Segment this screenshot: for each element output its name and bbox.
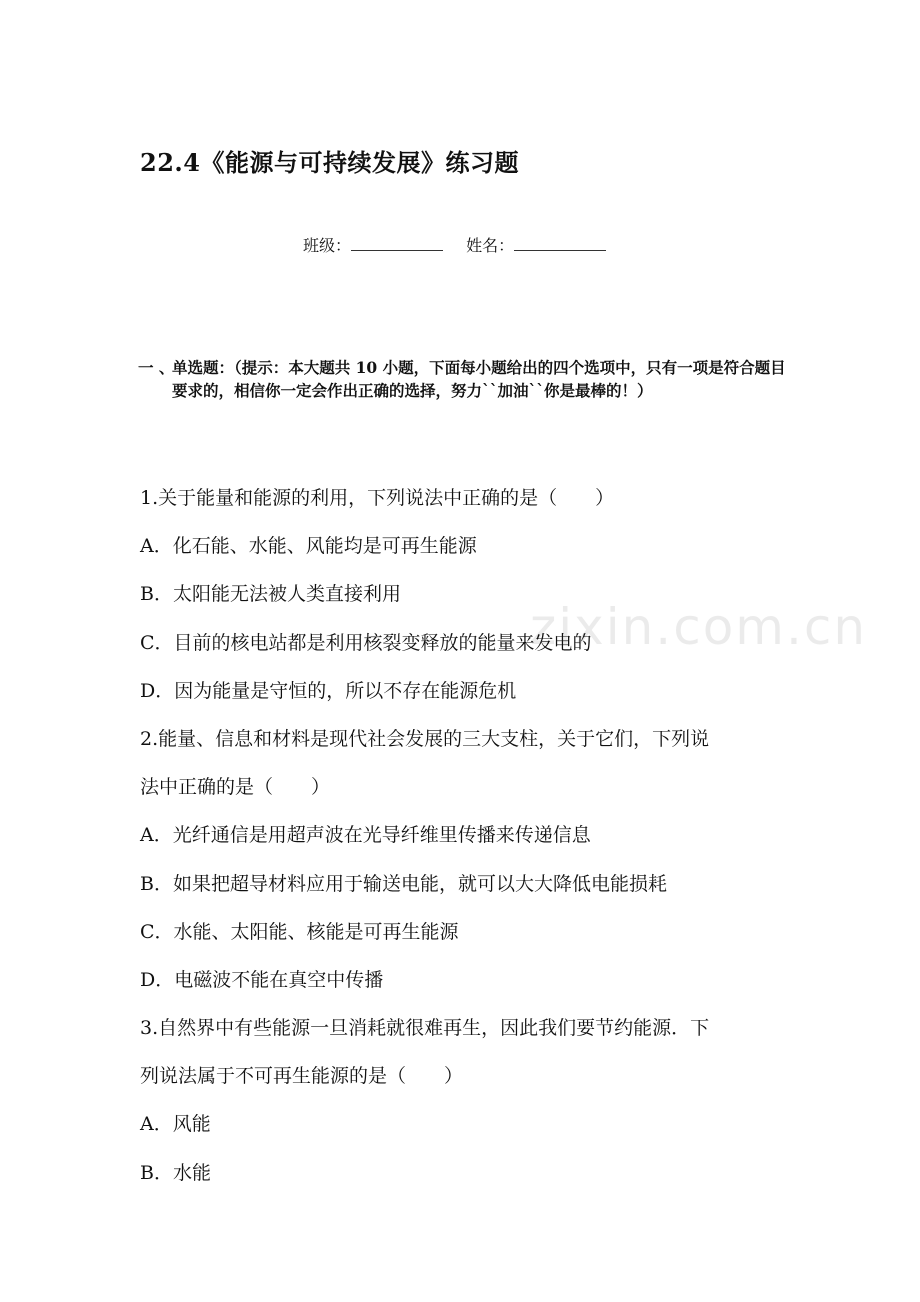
student-info-line xyxy=(303,233,624,256)
section-instructions: 单选题：（提示：本大题共 10 小题，下面每小题给出的四个选项中，只有一项是符合题目要求的，相信你一定会作出正确的选择，努力``加油``你是最棒的！） xyxy=(172,358,786,400)
question-2-stem-line-1: 2.能量、信息和材料是现代社会发展的三大支柱，关于它们，下列说 xyxy=(140,727,710,750)
question-2-option-a: A．光纤通信是用超声波在光导纤维里传播来传递信息 xyxy=(140,824,591,847)
question-2-stem-line-2: 法中正确的是（ ） xyxy=(140,776,331,799)
name-label: 姓名： xyxy=(466,236,515,255)
question-1-option-b: B．太阳能无法被人类直接利用 xyxy=(140,583,401,606)
question-3-option-a: A．风能 xyxy=(140,1113,211,1136)
class-label: 班级： xyxy=(303,236,352,255)
class-blank xyxy=(351,236,443,251)
section-number: 一 、 xyxy=(138,358,175,377)
question-list xyxy=(140,478,790,1201)
watermark: zixin.com.cn xyxy=(530,598,868,656)
question-1-stem: 1.关于能量和能源的利用，下列说法中正确的是（ ） xyxy=(140,487,615,509)
name-blank xyxy=(514,236,606,251)
question-2-option-b: B．如果把超导材料应用于输送电能，就可以大大降低电能损耗 xyxy=(140,872,667,895)
question-2-option-d: D．电磁波不能在真空中传播 xyxy=(140,968,384,991)
document-title: 22.4《能源与可持续发展》练习题 xyxy=(140,148,519,177)
question-1-option-a: A．化石能、水能、风能均是可再生能源 xyxy=(140,535,477,558)
question-3-stem-line-2: 列说法属于不可再生能源的是（ ） xyxy=(140,1065,464,1088)
section-heading xyxy=(138,356,786,402)
question-1-option-c: C．目前的核电站都是利用核裂变释放的能量来发电的 xyxy=(140,631,592,654)
question-3-stem-line-1: 3.自然界中有些能源一旦消耗就很难再生，因此我们要节约能源．下 xyxy=(140,1017,710,1040)
question-3-option-b: B．水能 xyxy=(140,1161,211,1184)
question-1-option-d: D．因为能量是守恒的，所以不存在能源危机 xyxy=(140,679,517,702)
question-2-option-c: C．水能、太阳能、核能是可再生能源 xyxy=(140,920,459,943)
